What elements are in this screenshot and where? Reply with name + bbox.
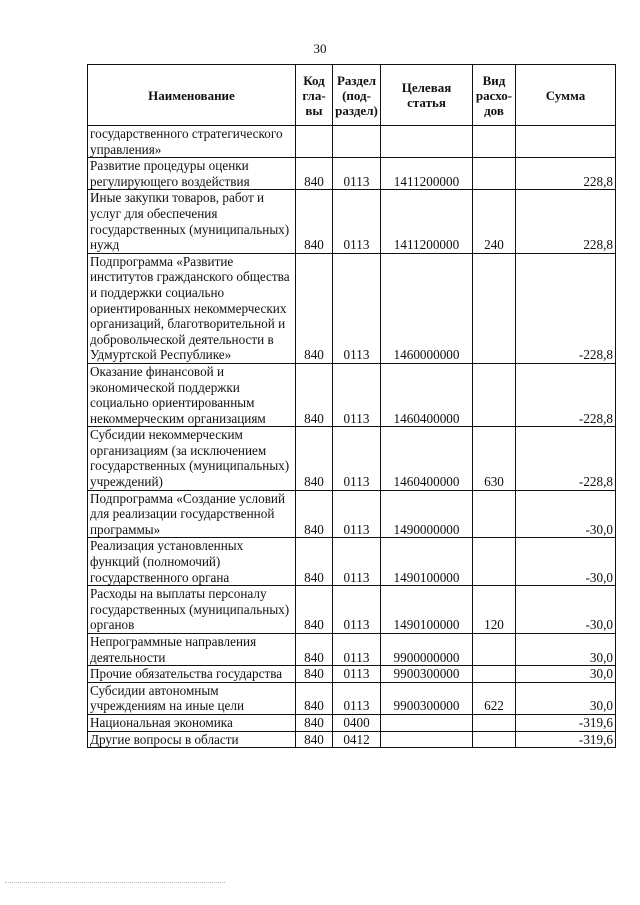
row-target-article: 1490100000 — [381, 586, 473, 634]
row-chapter-code: 840 — [296, 731, 333, 748]
table-row — [88, 714, 616, 731]
row-expense-type — [473, 634, 516, 666]
row-chapter-code: 840 — [296, 363, 333, 426]
row-expense-type — [473, 253, 516, 363]
row-target-article: 9900000000 — [381, 634, 473, 666]
row-expense-type: 630 — [473, 427, 516, 490]
table-row — [88, 731, 616, 748]
row-section: 0113 — [333, 682, 381, 714]
row-section: 0113 — [333, 363, 381, 426]
row-target-article: 1490000000 — [381, 490, 473, 538]
scan-artifact-line — [5, 882, 225, 885]
row-name: Национальная экономика — [88, 714, 296, 731]
row-section: 0113 — [333, 634, 381, 666]
table-row — [88, 586, 616, 634]
row-name: Оказание финансовой и экономической поддержки социально ориентированным некоммерческим организациям — [88, 363, 296, 426]
row-section: 0113 — [333, 490, 381, 538]
row-chapter-code: 840 — [296, 490, 333, 538]
row-section — [333, 126, 381, 158]
row-sum — [516, 126, 616, 158]
row-name: Прочие обязательства государства — [88, 666, 296, 683]
row-chapter-code: 840 — [296, 666, 333, 683]
header-sum: Сумма — [516, 65, 616, 126]
header-target-article: Целевая статья — [381, 65, 473, 126]
table-row — [88, 126, 616, 158]
row-name: Иные закупки товаров, работ и услуг для обеспечения государственных (муниципальных) нужд — [88, 190, 296, 253]
table-row — [88, 490, 616, 538]
row-sum: -228,8 — [516, 427, 616, 490]
row-chapter-code: 840 — [296, 714, 333, 731]
row-sum: 30,0 — [516, 682, 616, 714]
row-name: Другие вопросы в области — [88, 731, 296, 748]
row-section: 0113 — [333, 666, 381, 683]
row-chapter-code: 840 — [296, 586, 333, 634]
row-expense-type — [473, 126, 516, 158]
row-name: Непрограммные направления деятельности — [88, 634, 296, 666]
row-sum: -30,0 — [516, 586, 616, 634]
table-row — [88, 253, 616, 363]
row-target-article — [381, 731, 473, 748]
row-sum: -319,6 — [516, 731, 616, 748]
row-section: 0113 — [333, 586, 381, 634]
row-target-article: 9900300000 — [381, 682, 473, 714]
table-row — [88, 158, 616, 190]
row-sum: 228,8 — [516, 190, 616, 253]
row-target-article: 1411200000 — [381, 190, 473, 253]
row-chapter-code: 840 — [296, 682, 333, 714]
row-expense-type: 622 — [473, 682, 516, 714]
row-expense-type: 120 — [473, 586, 516, 634]
header-chapter-code: Код гла-вы — [296, 65, 333, 126]
row-name: Субсидии некоммерческим организациям (за исключением государственных (муниципальных) учреждений) — [88, 427, 296, 490]
row-sum: 30,0 — [516, 666, 616, 683]
row-chapter-code: 840 — [296, 158, 333, 190]
row-section: 0113 — [333, 158, 381, 190]
row-chapter-code: 840 — [296, 634, 333, 666]
row-name: Подпрограмма «Развитие институтов гражданского общества и поддержки социально ориентированных некоммерческих организаций, благотворительной и добровольческой деятельности в Удмуртской Республике» — [88, 253, 296, 363]
row-section: 0400 — [333, 714, 381, 731]
row-target-article: 1490100000 — [381, 538, 473, 586]
row-name: Развитие процедуры оценки регулирующего воздействия — [88, 158, 296, 190]
header-section: Раздел (под-раздел) — [333, 65, 381, 126]
row-chapter-code: 840 — [296, 538, 333, 586]
row-sum: 30,0 — [516, 634, 616, 666]
row-sum: -30,0 — [516, 538, 616, 586]
row-sum: -228,8 — [516, 363, 616, 426]
row-target-article — [381, 126, 473, 158]
row-target-article: 9900300000 — [381, 666, 473, 683]
row-name: Подпрограмма «Создание условий для реализации государственной программы» — [88, 490, 296, 538]
row-section: 0113 — [333, 190, 381, 253]
row-name: Субсидии автономным учреждениям на иные цели — [88, 682, 296, 714]
row-section: 0113 — [333, 253, 381, 363]
row-expense-type: 240 — [473, 190, 516, 253]
table-row — [88, 427, 616, 490]
table-row — [88, 682, 616, 714]
row-expense-type — [473, 158, 516, 190]
header-name: Наименование — [88, 65, 296, 126]
table-row — [88, 634, 616, 666]
table-header-row — [88, 65, 616, 126]
row-target-article: 1460000000 — [381, 253, 473, 363]
row-expense-type — [473, 538, 516, 586]
row-expense-type — [473, 490, 516, 538]
row-chapter-code — [296, 126, 333, 158]
row-target-article: 1411200000 — [381, 158, 473, 190]
row-name: Реализация установленных функций (полномочий) государственного органа — [88, 538, 296, 586]
row-expense-type — [473, 714, 516, 731]
row-section: 0412 — [333, 731, 381, 748]
row-expense-type — [473, 363, 516, 426]
row-chapter-code: 840 — [296, 253, 333, 363]
row-name: Расходы на выплаты персоналу государственных (муниципальных) органов — [88, 586, 296, 634]
row-expense-type — [473, 666, 516, 683]
row-chapter-code: 840 — [296, 190, 333, 253]
row-section: 0113 — [333, 538, 381, 586]
row-sum: -319,6 — [516, 714, 616, 731]
table-row — [88, 538, 616, 586]
budget-table — [87, 64, 616, 748]
page-number: 30 — [313, 41, 327, 56]
table-row — [88, 363, 616, 426]
row-section: 0113 — [333, 427, 381, 490]
row-chapter-code: 840 — [296, 427, 333, 490]
row-target-article — [381, 714, 473, 731]
table-row — [88, 666, 616, 683]
row-name: государственного стратегического управления» — [88, 126, 296, 158]
row-target-article: 1460400000 — [381, 363, 473, 426]
row-sum: -30,0 — [516, 490, 616, 538]
row-expense-type — [473, 731, 516, 748]
table-row — [88, 190, 616, 253]
header-expense-type: Вид расхо-дов — [473, 65, 516, 126]
row-sum: -228,8 — [516, 253, 616, 363]
row-sum: 228,8 — [516, 158, 616, 190]
row-target-article: 1460400000 — [381, 427, 473, 490]
